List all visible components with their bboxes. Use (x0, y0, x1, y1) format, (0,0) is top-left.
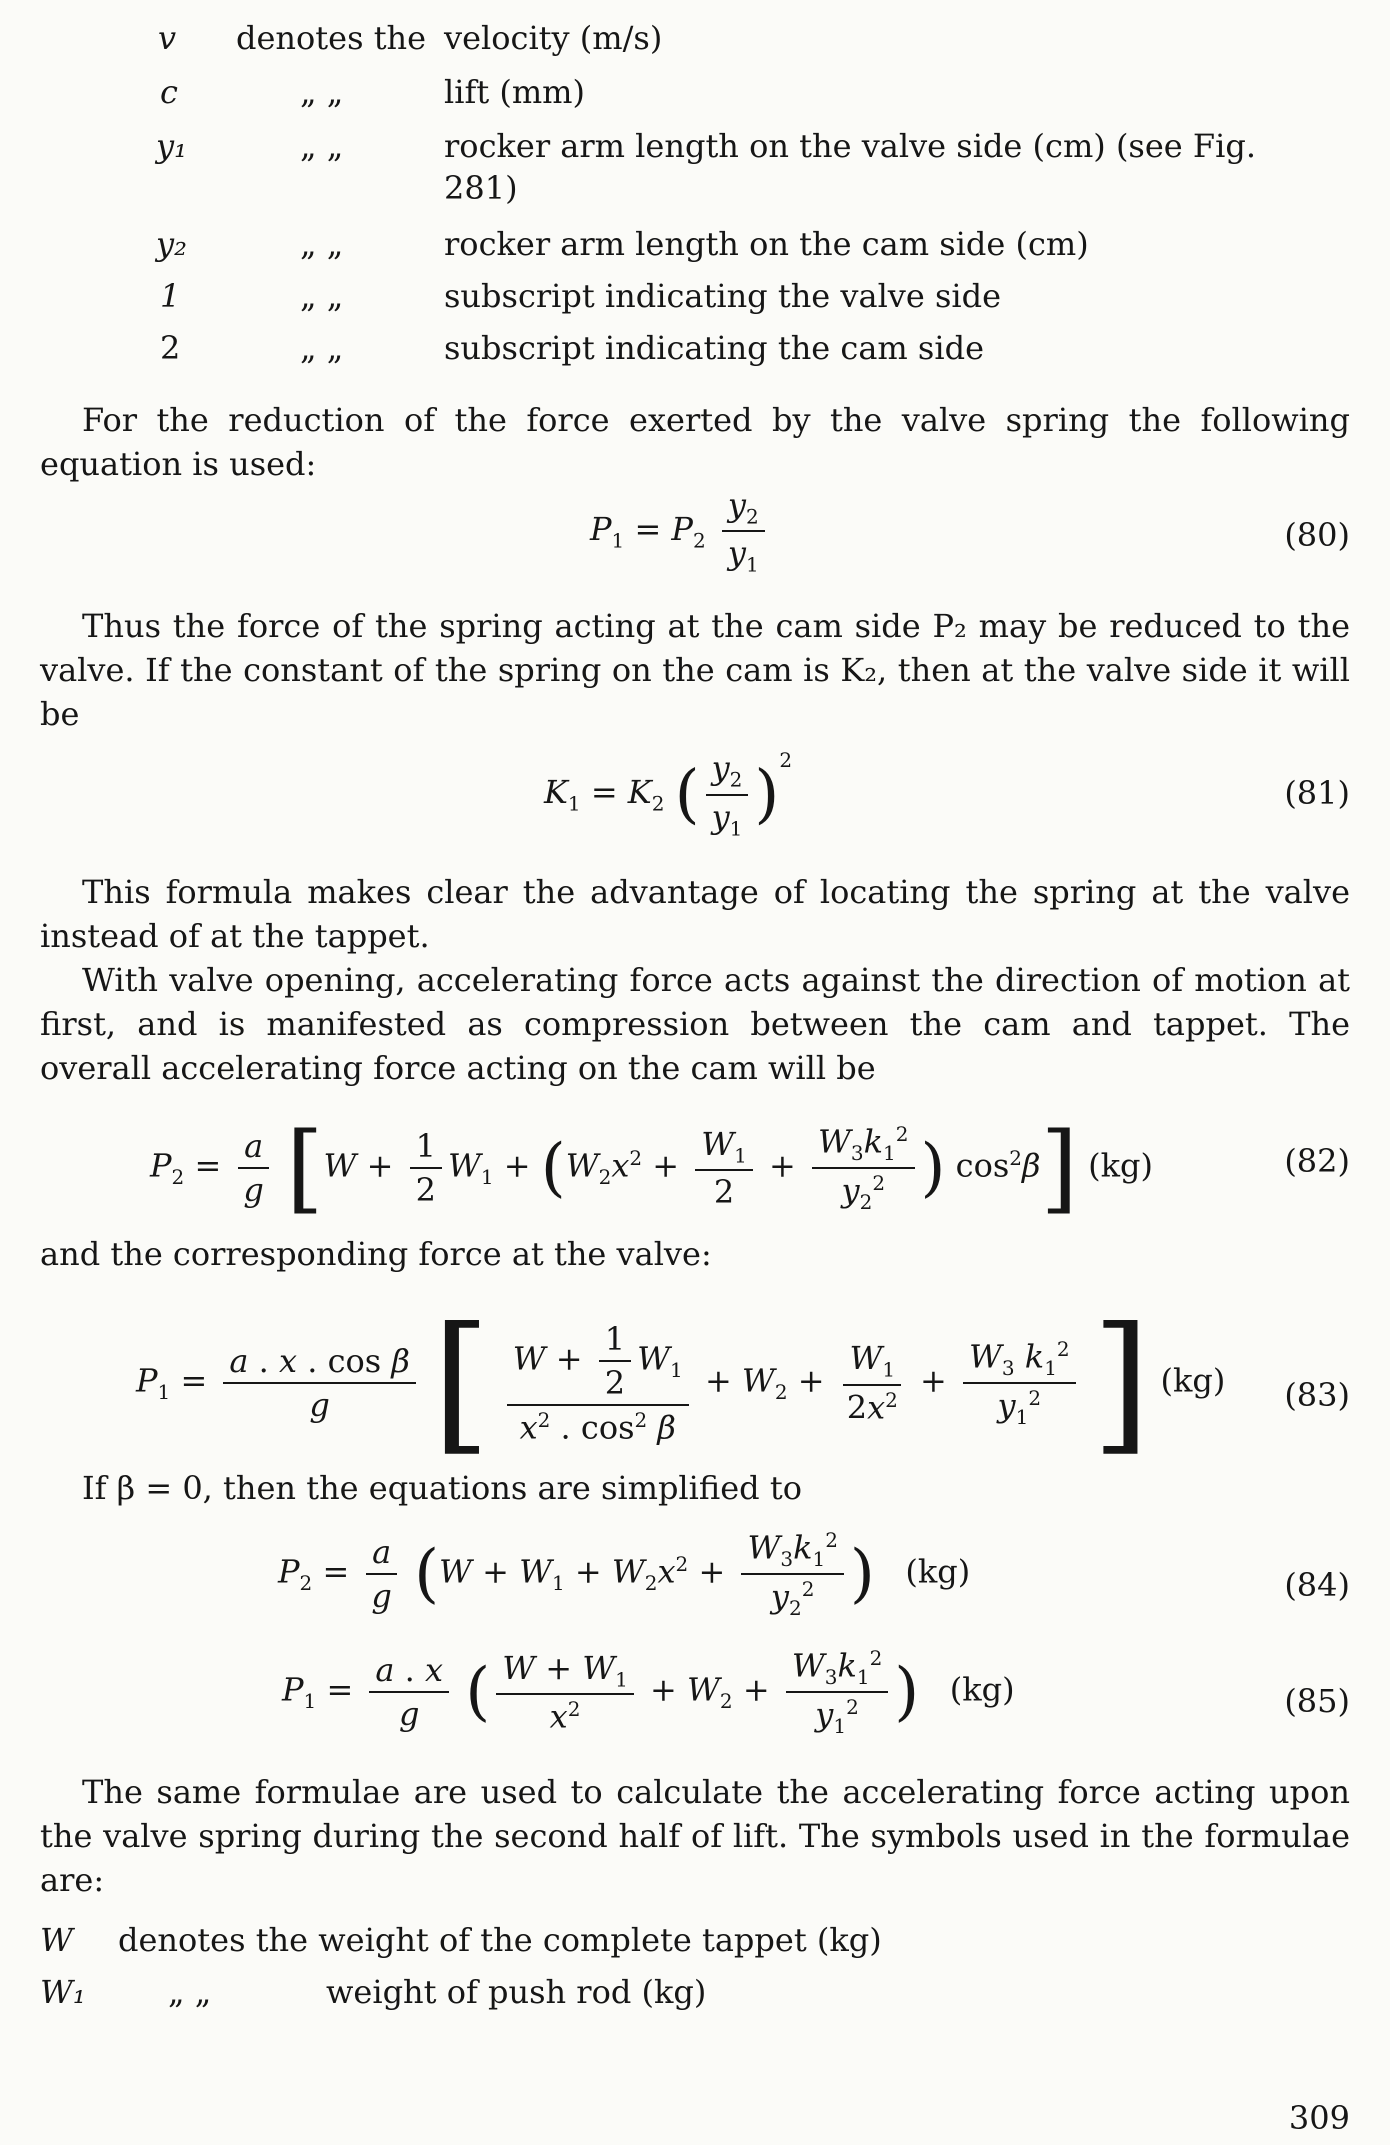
symbol-prefix: „ „ (300, 277, 344, 315)
equation-number: (81) (1284, 774, 1350, 812)
symbol: 2 (160, 329, 181, 367)
symbol: W (40, 1921, 73, 1959)
paragraph: The same formulae are used to calculate the accelerating force acting upon the valve spring during the second half of lift. The symbols used in the formulae are: (40, 1773, 1350, 1899)
symbol-prefix: „ „ (300, 127, 344, 165)
symbol-desc: rocker arm length on the cam side (cm) (444, 225, 1089, 263)
page-number: 309 (1288, 2099, 1350, 2137)
eq-unit: (kg) (1160, 1361, 1226, 1400)
paragraph: For the reduction of the force exerted by the valve spring the following equation is used: (40, 401, 1350, 483)
symbol-desc: subscript indicating the cam side (444, 329, 984, 367)
paragraph: and the corresponding force at the valve: (40, 1235, 712, 1273)
equation-number: (82) (1284, 1142, 1350, 1180)
equation-number: (84) (1284, 1566, 1350, 1604)
symbol-desc: velocity (m/s) (444, 19, 663, 57)
symbol-prefix: denotes the (236, 19, 427, 57)
symbol: y₁ (156, 127, 187, 165)
symbol: W₁ (40, 1973, 86, 2011)
symbol-prefix: „ „ (300, 225, 344, 263)
equation-85: $P_1$ = $\frac{a . x}{g}$ ( $\frac{W + W_1}{x^2}$ + $W_2$ + $\frac{W_3k_1^2}{y_1^2}$ ) (kg) (282, 1646, 1015, 1739)
eq-unit: (kg) (949, 1670, 1015, 1709)
equation-number: (85) (1284, 1682, 1350, 1720)
symbol-prefix: „ „ (168, 1973, 212, 2011)
symbol-desc: denotes the weight of the complete tappet (kg) (118, 1921, 882, 1959)
symbol-prefix: „ „ (300, 329, 344, 367)
eq-unit: (kg) (1088, 1146, 1153, 1185)
symbol-desc: rocker arm length on the valve side (cm) (see Fig. (444, 127, 1256, 165)
eq-subscript: 1 (611, 528, 625, 553)
symbol-prefix: „ „ (300, 73, 344, 111)
eq-subscript: 2 (692, 528, 706, 553)
eq-symbol: P (671, 509, 693, 548)
eq-unit: (kg) (905, 1552, 971, 1591)
paragraph: With valve opening, accelerating force acts against the direction of motion at first, and is manifested as compression between the cam and tappet. The overall accelerating force acting on the cam will be (40, 961, 1350, 1087)
symbol: y₂ (156, 225, 187, 263)
symbol-desc-cont: 281) (444, 169, 518, 207)
equation-80: $P_1 = P_2$ $\frac{y_2}{y_1}$ (590, 486, 771, 577)
symbol: c (160, 73, 178, 111)
symbol-desc: weight of push rod (kg) (326, 1973, 707, 2011)
symbol: 1 (160, 277, 181, 315)
fraction: $\frac{y_2}{y_1}$ (722, 486, 765, 577)
symbol-desc: subscript indicating the valve side (444, 277, 1002, 315)
symbol: v (158, 19, 177, 57)
symbol-desc: lift (mm) (444, 73, 585, 111)
paragraph: Thus the force of the spring acting at the cam side P₂ may be reduced to the valve. If the constant of the spring on the cam is K₂, then at the valve side it will be (40, 607, 1350, 733)
equation-81: $K_1 = K_2$ ( $\frac{y_2}{y_1}$ )$^2$ (544, 748, 793, 840)
equation-number: (80) (1284, 516, 1350, 554)
equation-number: (83) (1284, 1376, 1350, 1414)
equation-84: $P_2$ = $\frac{a}{g}$ ($W + W_1 + W_2x^2$ + $\frac{W_3k_1^2}{y_2^2}$ ) (kg) (278, 1528, 971, 1621)
paragraph: If β = 0, then the equations are simplified to (82, 1469, 802, 1507)
equation-82: $P_2$ = $\frac{a}{g}$ [W + $\frac{1}{2}$ $W_1 + (W_2x^2$ + $\frac{W_1}{2}$ + $\frac{W_3k_1^2}{y_2^2}$ ) $\cos^2\beta$] (kg) (150, 1112, 1153, 1224)
paragraph: This formula makes clear the advantage of locating the spring at the valve instead of at the tappet. (40, 873, 1350, 955)
equation-83: $P_1$ = $\frac{\text{a . x . cos β}}{g}$ [ W + $\frac{1}{2}$ $W_1$ $x^2$ . $\cos^2 \beta$ + $W_2$ + $\frac{W_1}{2x^2}$ + $\frac{W_3 k_1^2}{y_1^2}$ ] (kg) (136, 1296, 1226, 1470)
eq-symbol: P (590, 509, 612, 548)
